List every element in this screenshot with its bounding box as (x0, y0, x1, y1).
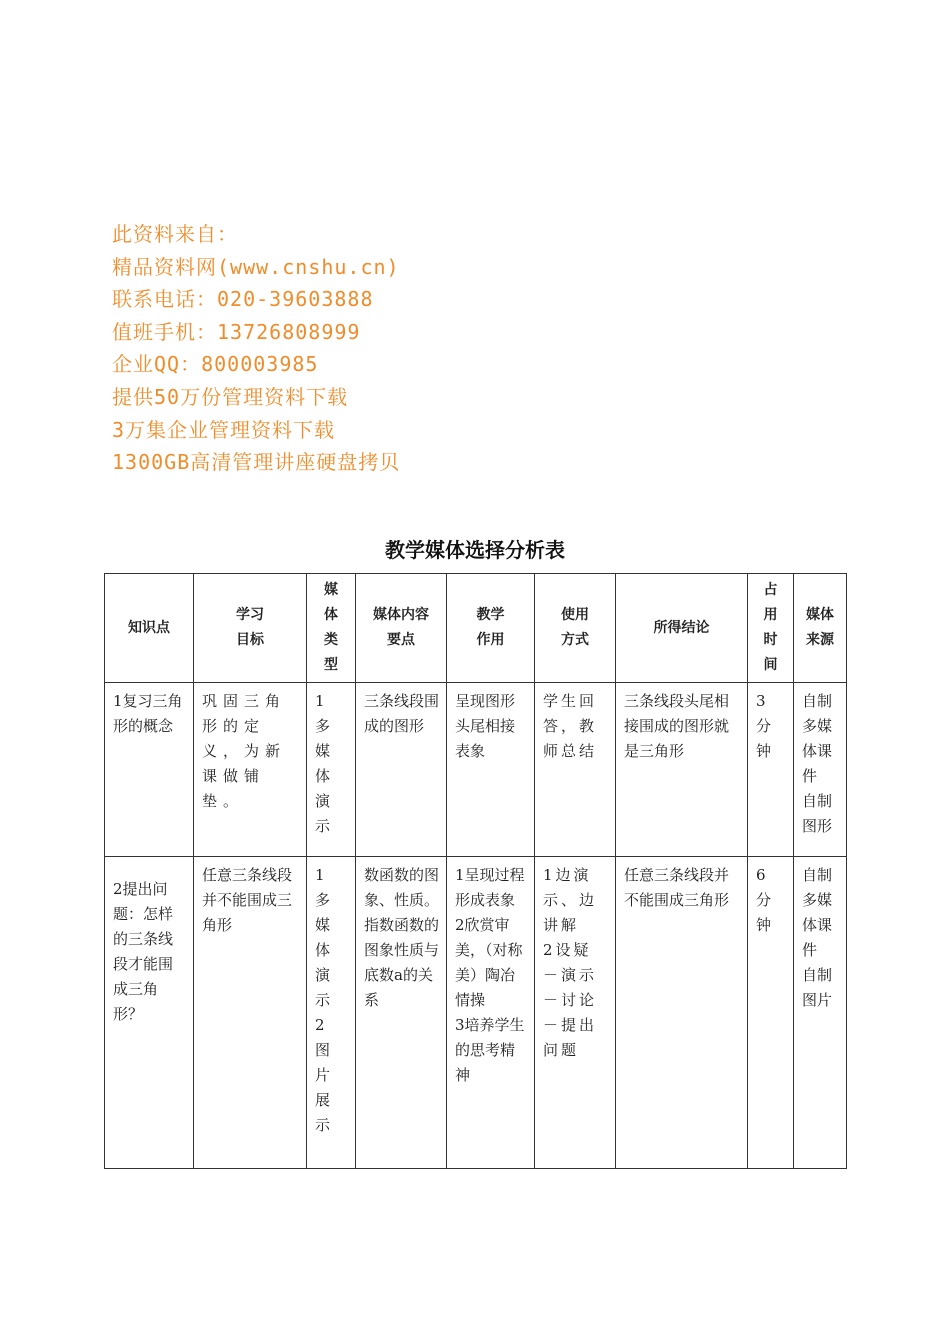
media-analysis-table (104, 573, 847, 1169)
cell-media-content: 三条线段围成的图形 (356, 683, 447, 857)
table-row (105, 857, 847, 1169)
source-line: 联系电话：020-39603888 (112, 287, 374, 312)
header-time-used: 占 用 时 间 (748, 574, 794, 683)
header-knowledge-point: 知识点 (105, 574, 194, 683)
table-row (105, 683, 847, 857)
cell-teaching-role: 1呈现过程形成表象 2欣赏审美，（对称美）陶冶情操 3培养学生的思考精神 (447, 857, 535, 1169)
cell-media-type: 1 多 媒 体 演 示 2 图 片 展 示 (307, 857, 356, 1169)
cell-media-source: 自制 多媒 体课 件 自制 图形 (794, 683, 847, 857)
header-usage-method: 使用 方式 (535, 574, 616, 683)
cell-conclusion: 任意三条线段并不能围成三角形 (616, 857, 748, 1169)
cell-learning-goal: 巩固三角形的定义，为新课做铺垫。 (194, 683, 307, 857)
source-line: 提供50万份管理资料下载 (112, 384, 349, 409)
cell-learning-goal: 任意三条线段并不能围成三角形 (194, 857, 307, 1169)
source-line: 1300GB高清管理讲座硬盘拷贝 (112, 450, 401, 475)
document-title: 教学媒体选择分析表 (385, 538, 565, 562)
cell-knowledge-point: 2提出问题：怎样的三条线段才能围成三角形？ (105, 857, 194, 1169)
cell-teaching-role: 呈现图形头尾相接表象 (447, 683, 535, 857)
header-teaching-role: 教学 作用 (447, 574, 535, 683)
header-media-content: 媒体内容 要点 (356, 574, 447, 683)
source-line: 企业QQ：800003985 (112, 352, 319, 377)
source-line: 精品资料网(www.cnshu.cn) (112, 254, 400, 279)
cell-knowledge-point: 1复习三角形的概念 (105, 683, 194, 857)
cell-conclusion: 三条线段头尾相接围成的图形就是三角形 (616, 683, 748, 857)
source-line: 值班手机：13726808999 (112, 319, 361, 344)
cell-time-used: 3 分 钟 (748, 683, 794, 857)
source-line: 3万集企业管理资料下载 (112, 417, 336, 442)
cell-media-source: 自制 多媒 体课 件 自制 图片 (794, 857, 847, 1169)
cell-media-type: 1 多 媒 体 演 示 (307, 683, 356, 857)
header-learning-goal: 学习 目标 (194, 574, 307, 683)
cell-usage-method: 学生回答，教师总结 (535, 683, 616, 857)
cell-media-content: 数函数的图象、性质。 指数函数的图象性质与底数a的关系 (356, 857, 447, 1169)
header-media-source: 媒体 来源 (794, 574, 847, 683)
source-line: 此资料来自： (112, 222, 238, 246)
cell-usage-method: 1边演示、边讲解 2设疑－演示－讨论－提出问题 (535, 857, 616, 1169)
header-conclusion: 所得结论 (616, 574, 748, 683)
header-media-type: 媒 体 类 型 (307, 574, 356, 683)
cell-time-used: 6 分 钟 (748, 857, 794, 1169)
source-info-block (112, 218, 632, 479)
table-header-row (105, 574, 847, 683)
